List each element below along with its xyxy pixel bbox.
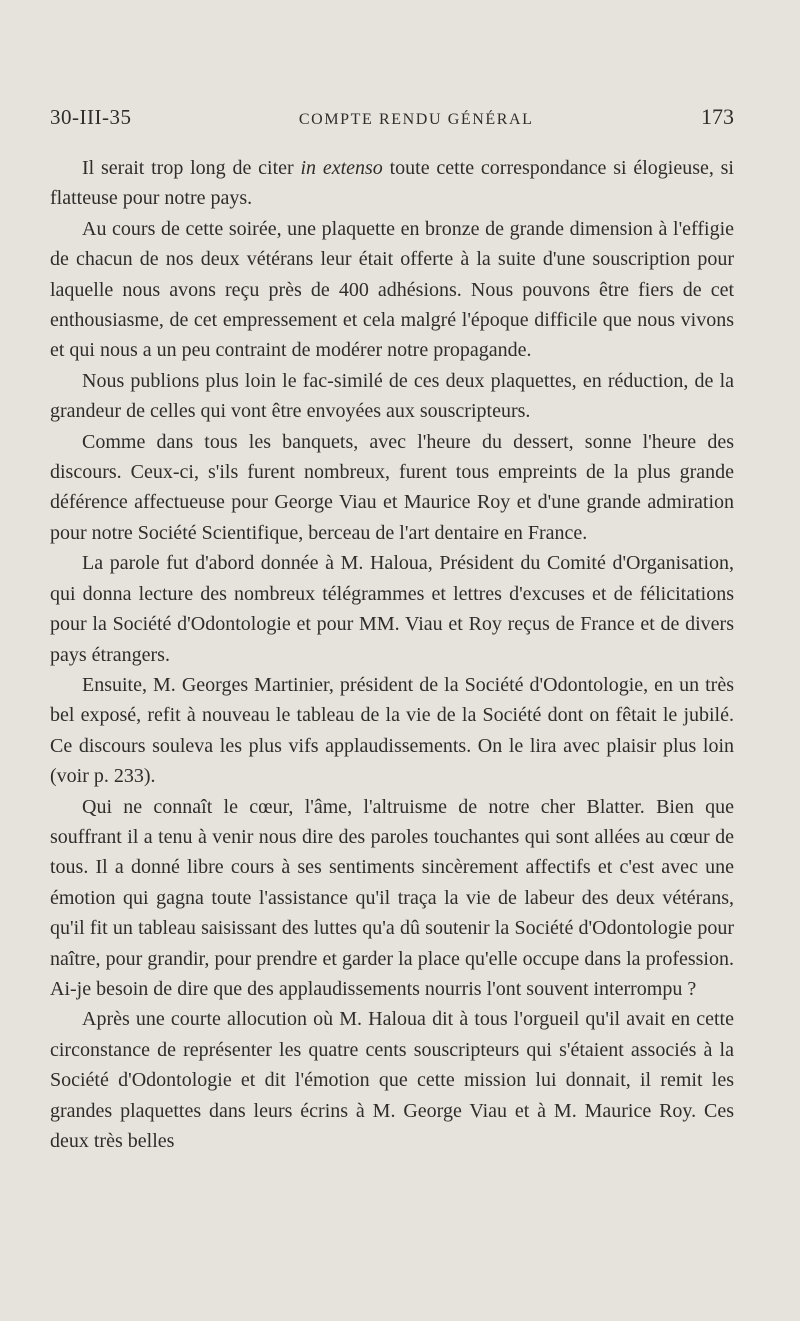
paragraph-5: La parole fut d'abord donnée à M. Haloua, Président du Comité d'Organisation, qui donna lecture des nombreux télégrammes et lettres d'excuses et de félicitations pour la Société d'Odontologie et pour MM. Viau et Roy reçus de France et de divers pays étrangers. [50, 552, 734, 666]
paragraph-6: Ensuite, M. Georges Martinier, président de la Société d'Odontologie, en un très bel exposé, refit à nouveau le tableau de la vie de la Société dont on fêtait le jubilé. Ce discours souleva les plus vifs applaudissements. On le lira avec plaisir plus loin (voir p. 233). [50, 673, 734, 788]
paragraph-7: Qui ne connaît le cœur, l'âme, l'altruisme de notre cher Blatter. Bien que souffrant il a tenu à venir nous dire des paroles touchantes qui sont allées au cœur de tous. Il a donné libre cours à ses sentiments sincèrement affectifs et c'est avec une émotion qui gagna toute l'assistance qu'il traça la vie de labeur des deux vétérans, qu'il fit un tableau saisissant des luttes qu'a dû soutenir la Société d'Odontologie pour naître, pour grandir, pour prendre et garder la place qu'elle occupe dans la profession. Ai-je besoin de dire que des applaudissements nourris l'ont souvent interrompu ? [50, 795, 734, 1000]
header-title: COMPTE RENDU GÉNÉRAL [298, 111, 534, 128]
paragraph-1-end: toute cette correspondance si élogieuse, si flatteuse pour notre pays. [50, 157, 734, 210]
running-header [50, 104, 734, 132]
body-text [50, 153, 734, 1156]
paragraph-8: Après une courte allocution où M. Haloua dit à tous l'orgueil qu'il avait en cette circonstance de représenter les quatre cents souscripteurs qui s'étaient associés à la Société d'Odontologie et dit l'émotion que cette mission lui donnait, il remit les grandes plaquettes dans leurs écrins à M. George Viau et à M. Maurice Roy. Ces deux très belles [50, 1008, 734, 1152]
paragraph-2: Au cours de cette soirée, une plaquette en bronze de grande dimension à l'effigie de chacun de nos deux vétérans leur était offerte à la suite d'une souscription pour laquelle nous avons reçu près de 400 adhésions. Nous pouvons être fiers de cet enthousiasme, de cet empressement et cela malgré l'époque difficile que nous vivons et qui nous a un peu contraint de modérer notre propagande. [50, 217, 734, 362]
paragraph-4: Comme dans tous les banquets, avec l'heure du dessert, sonne l'heure des discours. Ceux-ci, s'ils furent nombreux, furent tous empreints de la plus grande déférence affectueuse pour George Viau et Maurice Roy et d'une grande admiration pour notre Société Scientifique, berceau de l'art dentaire en France. [50, 430, 734, 544]
header-date: 30-III-35 [50, 105, 132, 129]
italic-phrase: in extenso [300, 157, 383, 179]
paragraph-1 [50, 153, 734, 214]
page-number: 173 [700, 104, 734, 129]
paragraph-1-start: Il serait trop long de citer [82, 157, 301, 179]
paragraph-3: Nous publions plus loin le fac-similé de ces deux plaquettes, en réduction, de la grandeur de celles qui vont être envoyées aux souscripteurs. [50, 369, 734, 423]
